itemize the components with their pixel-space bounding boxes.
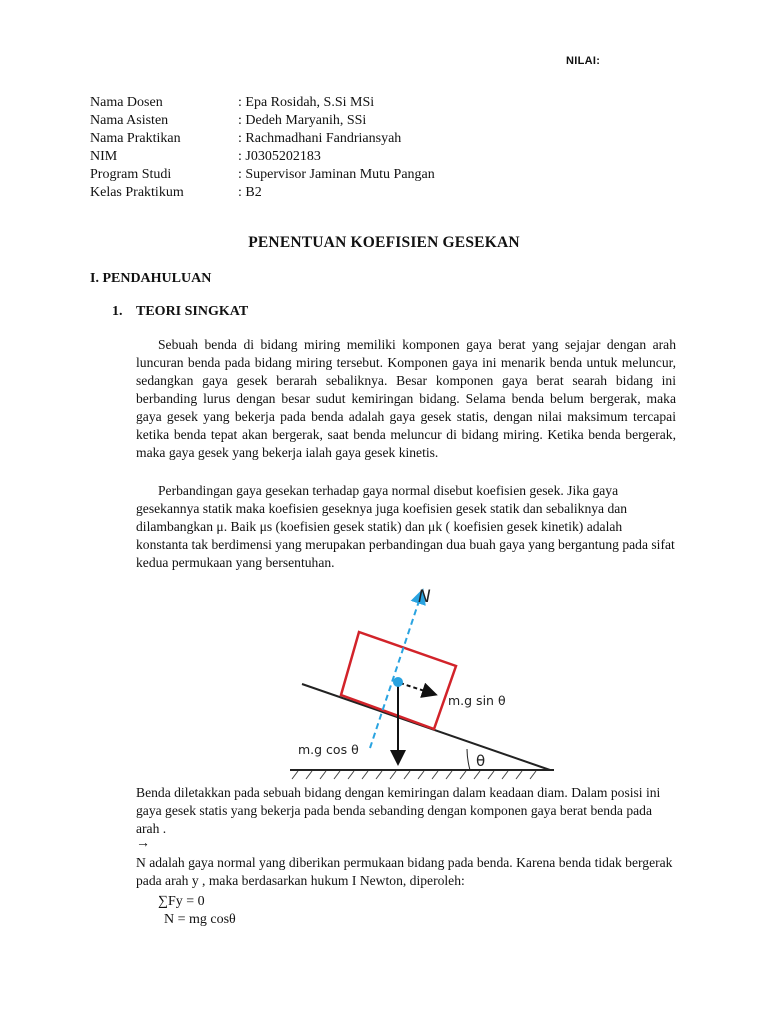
nilai-label: NILAI: bbox=[566, 55, 601, 67]
info-row-nim bbox=[90, 148, 435, 166]
identity-block bbox=[90, 94, 435, 202]
info-value: : Rachmadhani Fandriansyah bbox=[238, 131, 402, 146]
vector-arrow: → bbox=[136, 836, 150, 851]
info-label: Kelas Praktikum bbox=[90, 185, 184, 200]
info-row-program bbox=[90, 166, 435, 184]
paragraph-text: N adalah gaya normal yang diberikan permukaan bidang pada benda. Karena benda tidak bergerak pada arah y , maka berdasarkan hukum I Newton, diperoleh: bbox=[136, 855, 673, 888]
document-title: PENENTUAN KOEFISIEN GESEKAN bbox=[248, 234, 520, 251]
section-heading: I. PENDAHULUAN bbox=[90, 271, 212, 286]
subsection-label: TEORI SINGKAT bbox=[136, 304, 249, 319]
perpendicular-label: m.g cos θ bbox=[298, 742, 359, 757]
parallel-label: m.g sin θ bbox=[448, 693, 506, 708]
info-value: : B2 bbox=[238, 185, 262, 200]
subsection-number: 1. bbox=[112, 304, 123, 319]
paragraph-3 bbox=[136, 784, 676, 838]
info-label: NIM bbox=[90, 149, 118, 164]
subsection-heading bbox=[112, 304, 248, 320]
equation-normal: N = mg cosθ bbox=[164, 912, 236, 927]
info-row-asisten bbox=[90, 112, 435, 130]
paragraph-1 bbox=[136, 336, 676, 462]
info-label: Nama Dosen bbox=[90, 95, 163, 110]
info-label: Nama Asisten bbox=[90, 113, 169, 128]
paragraph-text: Perbandingan gaya gesekan terhadap gaya normal disebut koefisien gesek. Jika gaya gesekannya statik maka koefisien geseknya juga koefisien gesek statik dan sebaliknya dan dilambangkan μ. Baik μs (koefisien gesek statik) dan μk ( koefisien gesek kinetik) adalah konstanta tak berdimensi yang merupakan perbandingan dua buah gaya yang bergantung pada sifat kedua permukaan yang bersentuhan. bbox=[136, 483, 675, 570]
info-row-praktikan bbox=[90, 130, 435, 148]
info-row-kelas bbox=[90, 184, 435, 202]
paragraph-text: Benda diletakkan pada sebuah bidang dengan kemiringan dalam keadaan diam. Dalam posisi ini gaya gesek statis yang bekerja pada benda sebanding dengan komponen gaya berat benda pada arah . bbox=[136, 785, 661, 836]
info-value: : Dedeh Maryanih, SSi bbox=[238, 113, 367, 128]
info-value: : Supervisor Jaminan Mutu Pangan bbox=[238, 167, 435, 182]
parallel-force-arrow bbox=[400, 683, 434, 694]
normal-force-arrow bbox=[370, 592, 422, 748]
center-of-mass bbox=[393, 677, 403, 687]
incline-force-diagram bbox=[288, 584, 556, 780]
paragraph-2 bbox=[136, 482, 676, 572]
info-value: : Epa Rosidah, S.Si MSi bbox=[238, 95, 375, 110]
paragraph-text: Sebuah benda di bidang miring memiliki komponen gaya berat yang sejajar dengan arah luncuran benda pada bidang miring tersebut. Komponen gaya ini menarik benda untuk meluncur, sedangkan gaya gesek berarah sebaliknya. Besar komponen gaya berat searah bidang ini berbanding lurus dengan besar sudut kemiringan bidang. Selama benda belum bergerak, maka gaya gesek yang bekerja pada benda adalah gaya gesek statis, dengan nilai maksimum tercapai ketika benda tepat akan bergerak, saat benda meluncur di bidang miring. Ketika benda bergerak, maka gaya gesek yang bekerja ialah gaya gesek kinetis. bbox=[136, 337, 676, 460]
info-label: Nama Praktikan bbox=[90, 131, 181, 146]
paragraph-4 bbox=[136, 854, 676, 890]
info-value: : J0305202183 bbox=[238, 149, 321, 164]
normal-label: N bbox=[418, 587, 431, 607]
ground-hatching bbox=[292, 771, 536, 779]
info-row-dosen bbox=[90, 94, 435, 112]
angle-label: θ bbox=[476, 752, 486, 770]
angle-arc bbox=[467, 749, 470, 770]
equation-sum-fy: ∑Fy = 0 bbox=[158, 894, 205, 909]
info-label: Program Studi bbox=[90, 167, 172, 182]
